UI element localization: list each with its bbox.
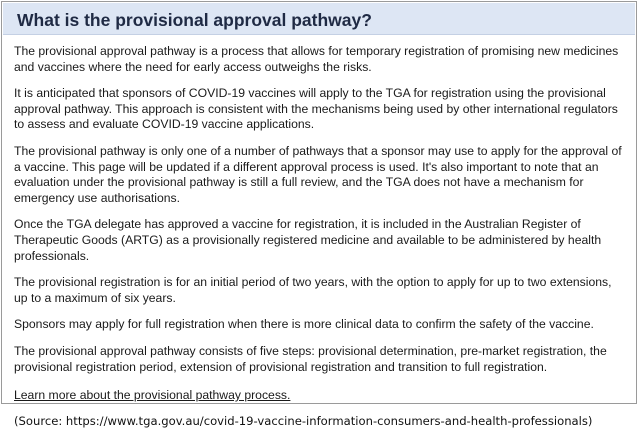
page-title: What is the provisional approval pathway? xyxy=(17,10,372,30)
paragraph-artg: Once the TGA delegate has approved a vaccine for registration, it is included in the Australian Register of Therapeutic Goods (ARTG) as a provisionally registered medicine and available to be administered by health professionals. xyxy=(14,217,602,263)
paragraph-sponsors: It is anticipated that sponsors of COVID-19 vaccines will apply to the TGA for registration using the provisional approval pathway. This approach is consistent with the mechanisms being used by other international regulators to assess and evaluate COVID-19 vaccine applications. xyxy=(14,86,618,132)
section-header xyxy=(3,3,635,35)
learn-more-link[interactable]: Learn more about the provisional pathway process. xyxy=(14,388,291,403)
paragraph-full-registration: Sponsors may apply for full registration when there is more clinical data to confirm the safety of the vaccine. xyxy=(14,317,594,332)
paragraph-five-steps: The provisional approval pathway consists of five steps: provisional determination, pre-market registration, the provisional registration period, extension of provisional registration and transition to full registration. xyxy=(14,343,607,374)
source-citation: (Source: https://www.tga.gov.au/covid-19-vaccine-information-consumers-and-health-professionals) xyxy=(14,413,593,428)
article-body xyxy=(14,44,628,429)
paragraph-pathway-options: The provisional pathway is only one of a number of pathways that a sponsor may use to apply for the approval of a vaccine. This page will be updated if a different approval process is used. It's also important to note that an evaluation under the provisional pathway is still a full review, and the TGA does not have a mechanism for emergency use authorisations. xyxy=(14,143,622,205)
paragraph-intro: The provisional approval pathway is a process that allows for temporary registration of promising new medicines and vaccines where the need for early access outweighs the risks. xyxy=(14,44,619,74)
paragraph-registration-period: The provisional registration is for an initial period of two years, with the option to apply for up to two extensions, up to a maximum of six years. xyxy=(14,275,612,305)
